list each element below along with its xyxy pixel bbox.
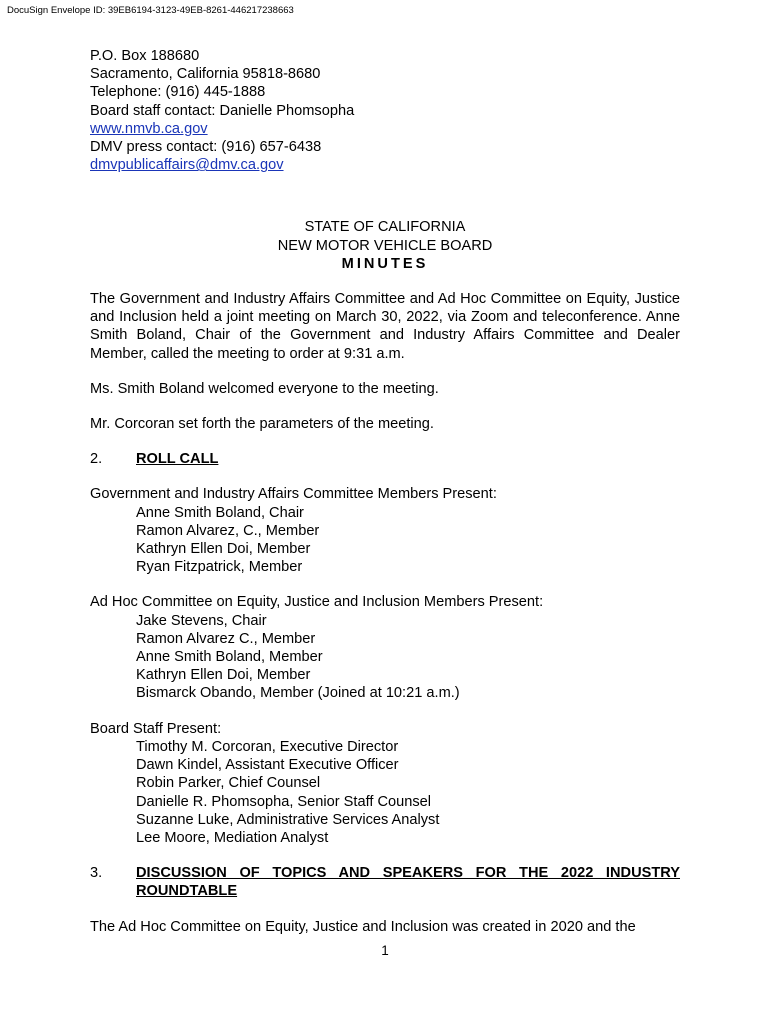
section-2-number: 2.: [90, 451, 103, 468]
staff-block: [90, 720, 680, 847]
title-state: STATE OF CALIFORNIA: [304, 219, 466, 236]
staff-heading: Board Staff Present:: [90, 720, 222, 737]
press-contact-line: DMV press contact: (916) 657-6438: [90, 139, 322, 156]
list-item: Ramon Alvarez, C., Member: [136, 522, 320, 539]
section-3-number: 3.: [90, 865, 103, 882]
page-number: 1: [381, 943, 389, 958]
gia-heading: Government and Industry Affairs Committee Members Present:: [90, 486, 497, 503]
email-link[interactable]: dmvpublicaffairs@dmv.ca.gov: [90, 157, 284, 174]
docusign-envelope-id: DocuSign Envelope ID: 39EB6194-3123-49EB-8261-446217238663: [7, 5, 294, 16]
staff-contact-line: Board staff contact: Danielle Phomsopha: [90, 102, 355, 119]
adhoc-heading: Ad Hoc Committee on Equity, Justice and Inclusion Members Present:: [90, 594, 544, 611]
intro-paragraph: The Government and Industry Affairs Committee and Ad Hoc Committee on Equity, Justice and Inclusion held a joint meeting on March 30, 2022, via Zoom and teleconference. Anne Smith Boland, Chair of the Government and Industry Affairs Committee and Dealer Member, called the meeting to order at 9:31 a.m.: [90, 291, 680, 362]
section-3-body: The Ad Hoc Committee on Equity, Justice and Inclusion was created in 2020 and the: [90, 918, 636, 935]
list-item: Anne Smith Boland, Member: [136, 649, 323, 666]
telephone-line: Telephone: (916) 445-1888: [90, 84, 266, 101]
title-board: NEW MOTOR VEHICLE BOARD: [277, 237, 493, 254]
section-2-title: ROLL CALL: [136, 451, 219, 468]
list-item: Ryan Fitzpatrick, Member: [136, 559, 303, 576]
list-item: Kathryn Ellen Doi, Member: [136, 667, 311, 684]
list-item: Jake Stevens, Chair: [136, 612, 267, 629]
section-3-heading: [90, 864, 680, 900]
welcome-paragraph: Ms. Smith Boland welcomed everyone to the meeting.: [90, 380, 439, 397]
list-item: Bismarck Obando, Member (Joined at 10:21 a.m.): [136, 685, 460, 702]
list-item: Kathryn Ellen Doi, Member: [136, 541, 311, 558]
section-3-title: DISCUSSION OF TOPICS AND SPEAKERS FOR THE 2022 INDUSTRY ROUNDTABLE: [136, 865, 680, 900]
website-link[interactable]: www.nmvb.ca.gov: [90, 120, 208, 137]
parameters-paragraph: Mr. Corcoran set forth the parameters of the meeting.: [90, 416, 434, 433]
list-item: Anne Smith Boland, Chair: [136, 504, 304, 521]
list-item: Danielle R. Phomsopha, Senior Staff Counsel: [136, 793, 432, 810]
city-line: Sacramento, California 95818-8680: [90, 66, 321, 83]
title-minutes: MINUTES: [341, 255, 429, 272]
list-item: Robin Parker, Chief Counsel: [136, 775, 321, 792]
list-item: Ramon Alvarez C., Member: [136, 630, 316, 647]
list-item: Lee Moore, Mediation Analyst: [136, 829, 329, 846]
list-item: Suzanne Luke, Administrative Services Analyst: [136, 811, 440, 828]
contact-block: [90, 47, 680, 174]
list-item: Dawn Kindel, Assistant Executive Officer: [136, 757, 399, 774]
adhoc-members-block: [90, 593, 680, 702]
document-page: [90, 47, 680, 936]
section-2-heading: [90, 450, 680, 468]
list-item: Timothy M. Corcoran, Executive Director: [136, 738, 399, 755]
gia-members-block: [90, 485, 680, 576]
address-line: P.O. Box 188680: [90, 48, 200, 64]
document-title: [90, 218, 680, 273]
